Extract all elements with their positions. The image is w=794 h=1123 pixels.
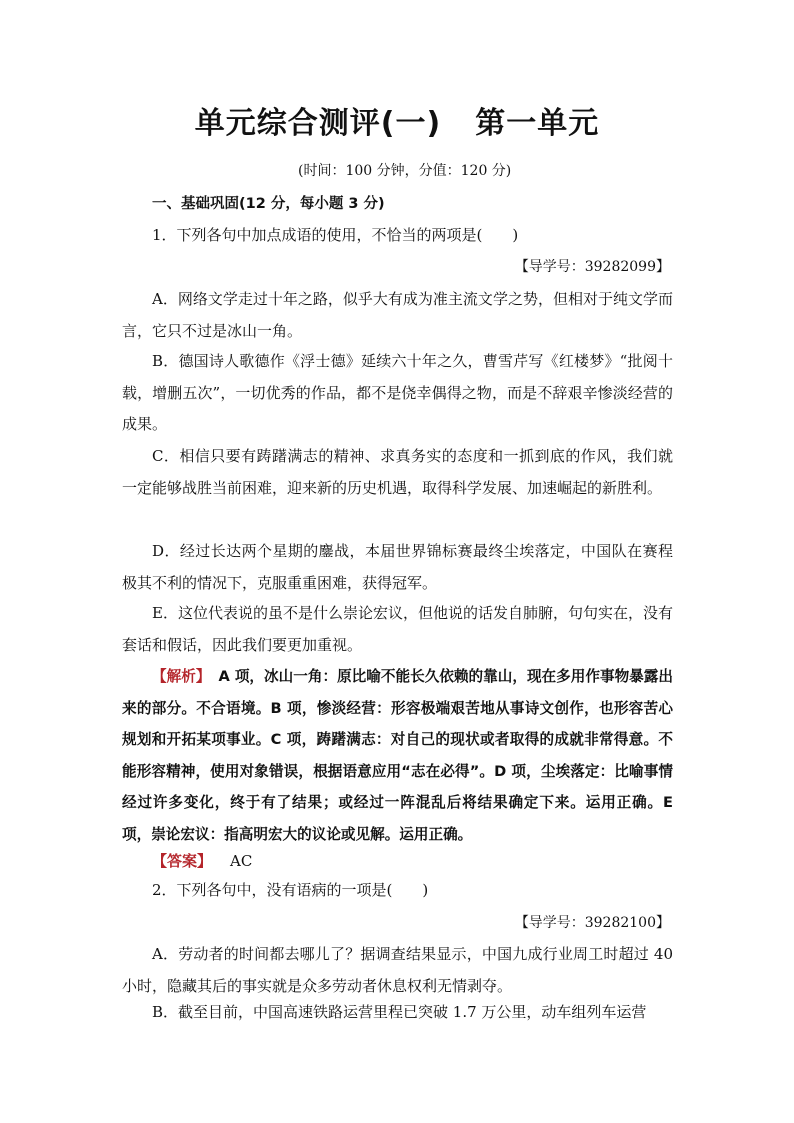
- answer-text: AC: [230, 852, 253, 870]
- q1-stem-text: 1．下列各句中加点成语的使用，不恰当的两项是( ): [152, 226, 519, 244]
- q2-option-b: B．截至目前，中国高速铁路运营里程已突破 1.7 万公里，动车组列车运营: [152, 1003, 647, 1021]
- q1-option-e: E．这位代表说的虽不是什么崇论宏议，但他说的话发自肺腑，句句实在，没有套话和假话，因此我们要更加重视。: [122, 604, 673, 654]
- q1-analysis: [122, 661, 673, 850]
- question-2-stem: 2．下列各句中，没有语病的一项是( ): [152, 881, 429, 899]
- q2-option-a: A．劳动者的时间都去哪儿了？据调查结果显示，中国九成行业周工时超过 40 小时，隐藏其后的事实就是众多劳动者休息权利无情剥夺。: [122, 945, 673, 995]
- answer-label: 【答案】: [152, 852, 213, 870]
- q1-option-c: C．相信只要有踌躇满志的精神、求真务实的态度和一抓到底的作风，我们就一定能够战胜当前困难，迎来新的历史机遇，取得科学发展、加速崛起的新胜利。: [122, 447, 673, 497]
- question-1-stem: [152, 224, 518, 245]
- q1-answer: [152, 850, 252, 871]
- title-main: 单元综合测评(一): [194, 106, 442, 141]
- section-heading: 一、基础巩固(12 分，每小题 3 分): [152, 196, 385, 212]
- exam-meta: (时间：100 分钟，分值：120 分): [298, 163, 512, 179]
- q1-option-d: D．经过长达两个星期的鏖战，本届世界锦标赛最终尘埃落定，中国队在赛程极其不利的情况下，克服重重困难，获得冠军。: [122, 542, 673, 592]
- q1-guide-number: 【导学号：39282099】: [514, 259, 670, 275]
- page-title: [0, 98, 794, 142]
- analysis-text: A 项，冰山一角：原比喻不能长久依赖的靠山，现在多用作事物暴露出来的部分。不合语境。B 项，惨淡经营：形容极端艰苦地从事诗文创作，也形容苦心规划和开拓某项事业。C 项，踌躇满志：对自己的现状或者取得的成就非常得意。不能形容精神，使用对象错误，根据语意应用“志在必得”。D 项，尘埃落定：比喻事情经过许多变化，终于有了结果；或经过一阵混乱后将结果确定下来。运用正确。E 项，崇论宏议：指高明宏大的议论或见解。运用正确。: [122, 668, 673, 843]
- q1-option-a: A．网络文学走过十年之路，似乎大有成为准主流文学之势，但相对于纯文学而言，它只不过是冰山一角。: [122, 290, 673, 340]
- q1-option-b: B．德国诗人歌德作《浮士德》延续六十年之久，曹雪芹写《红楼梦》“批阅十载，增删五次”，一切优秀的作品，都不是侥幸偶得之物，而是不辞艰辛惨淡经营的成果。: [122, 352, 673, 433]
- title-sub: 第一单元: [475, 106, 600, 141]
- q2-guide-number: 【导学号：39282100】: [514, 915, 670, 931]
- analysis-label: 【解析】: [152, 668, 211, 685]
